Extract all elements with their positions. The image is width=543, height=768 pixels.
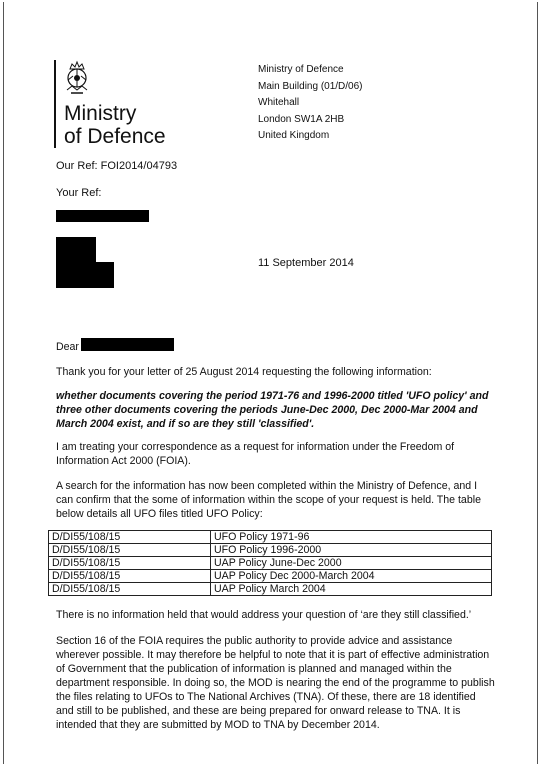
address-line: Ministry of Defence bbox=[258, 64, 344, 75]
redaction-block bbox=[96, 262, 114, 288]
search-paragraph: A search for the information has now been completed within the Ministry of Defence, and I can confirm that the some of information within the scope of your request is held. The table below details all UFO files titled UFO Policy: bbox=[56, 480, 481, 520]
file-title-cell: UAP Policy Dec 2000-March 2004 bbox=[211, 570, 492, 583]
department-name-line: of Defence bbox=[64, 125, 166, 148]
our-ref: Our Ref: FOI2014/04793 bbox=[56, 160, 178, 172]
address-line: London SW1A 2HB bbox=[258, 113, 345, 125]
table-row bbox=[49, 544, 492, 557]
treating-paragraph: I am treating your correspondence as a request for information under the Freedom of Information Act 2000 (FOIA). bbox=[56, 441, 455, 467]
file-ref-cell: D/DI55/108/15 bbox=[49, 557, 211, 570]
redaction-block bbox=[56, 210, 149, 222]
table-row bbox=[49, 531, 492, 544]
intro-paragraph: Thank you for your letter of 25 August 2014 requesting the following information: bbox=[56, 366, 432, 378]
logo-rule bbox=[54, 60, 56, 148]
request-paragraph: whether documents covering the period 1971-76 and 1996-2000 titled 'UFO policy' and three other documents covering the periods June-Dec 2000, Dec 2000-Mar 2004 and March 2004 exist, and if so are they still 'classified'. bbox=[56, 390, 489, 430]
table-row bbox=[49, 570, 492, 583]
redaction-block bbox=[81, 338, 174, 351]
file-title-cell: UAP Policy March 2004 bbox=[211, 583, 492, 596]
section16-paragraph: Section 16 of the FOIA requires the public authority to provide advice and assistance wherever possible. It may therefore be helpful to note that it is part of effective administration of Government that the publication of information is planned and managed within the department responsible. In doing so, the MOD is nearing the end of the programme to publish the files relating to UFOs to The National Archives (TNA). Of these, there are 18 identified and still to be published, and these are being prepared for onward release to TNA. It is intended that they are submitted by MOD to TNA by December 2014. bbox=[56, 635, 495, 731]
file-title-cell: UFO Policy 1971-96 bbox=[211, 531, 492, 544]
salutation bbox=[56, 340, 79, 354]
your-ref: Your Ref: bbox=[56, 187, 102, 199]
file-ref-cell: D/DI55/108/15 bbox=[49, 531, 211, 544]
royal-crest-icon bbox=[62, 58, 92, 100]
ufo-files-table bbox=[48, 530, 492, 596]
no-info-paragraph: There is no information held that would address your question of ‘are they still classified.’ bbox=[56, 609, 472, 621]
department-name bbox=[64, 102, 166, 148]
file-ref-cell: D/DI55/108/15 bbox=[49, 583, 211, 596]
letter-date: 11 September 2014 bbox=[258, 257, 354, 269]
file-title-cell: UAP Policy June-Dec 2000 bbox=[211, 557, 492, 570]
address-line: United Kingdom bbox=[258, 130, 330, 141]
department-name-line: Ministry bbox=[64, 102, 137, 125]
address-line: Main Building (01/D/06) bbox=[258, 80, 363, 92]
salutation-text: Dear bbox=[56, 341, 79, 353]
file-title-cell: UFO Policy 1996-2000 bbox=[211, 544, 492, 557]
table-row bbox=[49, 557, 492, 570]
sender-address bbox=[258, 62, 363, 145]
table-row bbox=[49, 583, 492, 596]
redaction-block bbox=[56, 237, 96, 288]
file-ref-cell: D/DI55/108/15 bbox=[49, 570, 211, 583]
file-ref-cell: D/DI55/108/15 bbox=[49, 544, 211, 557]
address-line: Whitehall bbox=[258, 97, 300, 108]
